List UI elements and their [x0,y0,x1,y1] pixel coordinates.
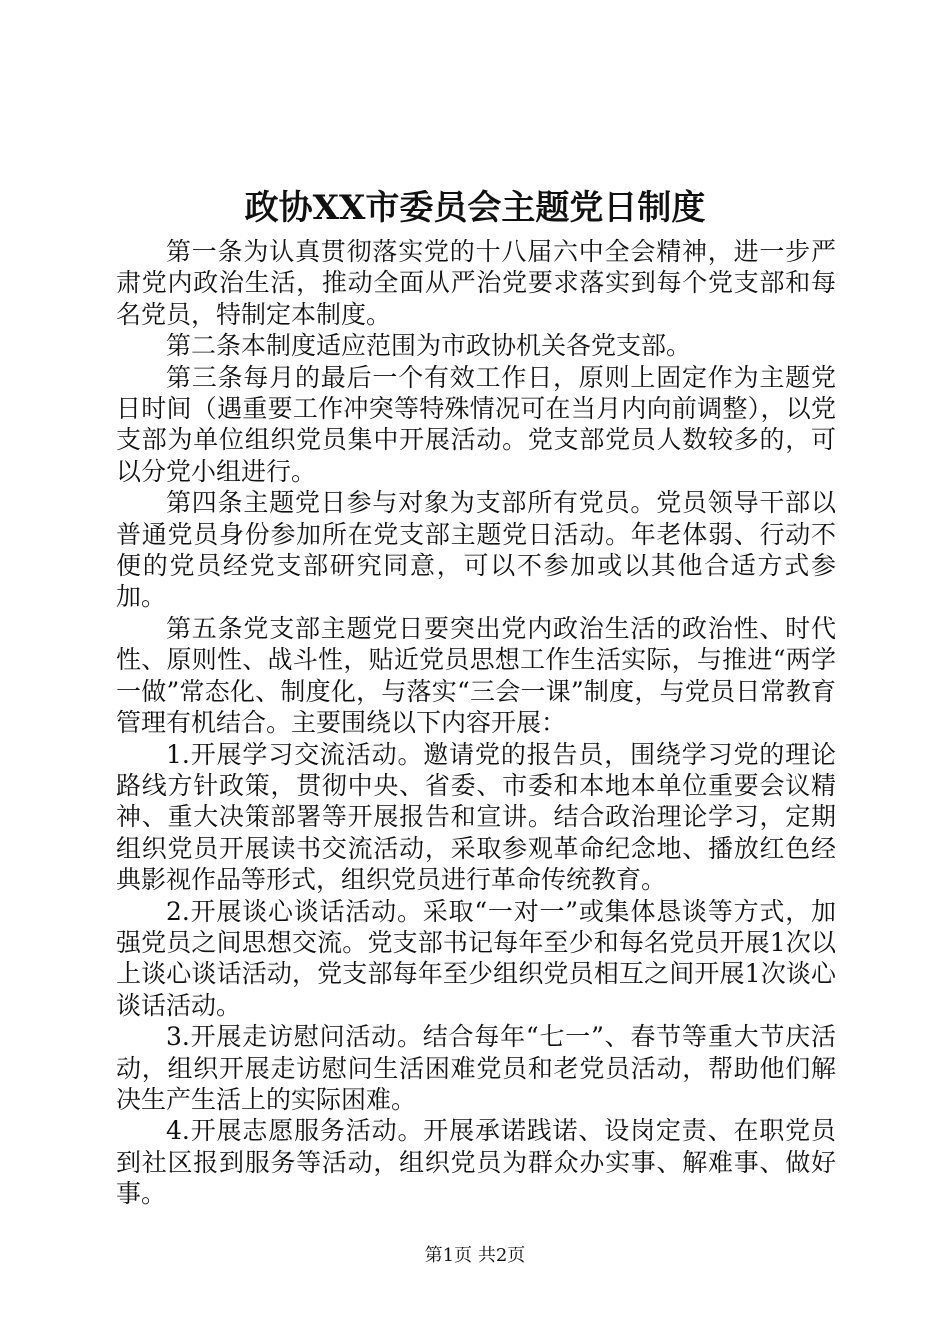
article-2-paragraph: 第二条本制度适应范围为市政协机关各党支部。 [166,331,692,361]
article-1-paragraph: 第一条为认真贯彻落实党的十八届六中全会精神，进一步严肃党内政治生活，推动全面从严治党要求落实到每个党支部和每名党员，特制定本制度。 [116,237,836,329]
page-title: 政协XX市委员会主题党日制度 [244,188,706,228]
article-3-paragraph: 第三条每月的最后一个有效工作日，原则上固定作为主题党日时间（遇重要工作冲突等特殊情况可在当月内向前调整），以党支部为单位组织党员集中开展活动。党支部党员人数较多的，可以分党小组进行。 [116,362,836,486]
item-1-paragraph: 1.开展学习交流活动。邀请党的报告员，围绕学习党的理论路线方针政策，贯彻中央、省委、市委和本地本单位重要会议精神、重大决策部署等开展报告和宣讲。结合政治理论学习，定期组织党员开展读书交流活动，采取参观革命纪念地、播放红色经典影视作品等形式，组织党员进行革命传统教育。 [116,739,836,895]
article-4-paragraph: 第四条主题党日参与对象为支部所有党员。党员领导干部以普通党员身份参加所在党支部主题党日活动。年老体弱、行动不便的党员经党支部研究同意，可以不参加或以其他合适方式参加。 [116,488,836,612]
item-2-paragraph: 2.开展谈心谈话活动。采取“一对一”或集体恳谈等方式，加强党员之间思想交流。党支部书记每年至少和每名党员开展1次以上谈心谈话活动，党支部每年至少组织党员相互之间开展1次谈心谈话活动。 [116,896,836,1020]
item-4-paragraph: 4.开展志愿服务活动。开展承诺践诺、设岗定责、在职党员到社区报到服务等活动，组织党员为群众办实事、解难事、做好事。 [116,1116,836,1209]
article-5-paragraph: 第五条党支部主题党日要突出党内政治生活的政治性、时代性、原则性、战斗性，贴近党员思想工作生活实际，与推进“两学一做”常态化、制度化，与落实“三会一课”制度，与党员日常教育管理有机结合。主要围绕以下内容开展： [116,613,836,738]
page-number-footer: 第1页 共2页 [424,1245,526,1266]
item-3-paragraph: 3.开展走访慰问活动。结合每年“七一”、春节等重大节庆活动，组织开展走访慰问生活困难党员和老党员活动，帮助他们解决生产生活上的实际困难。 [116,1022,836,1114]
document-body [116,236,836,1210]
